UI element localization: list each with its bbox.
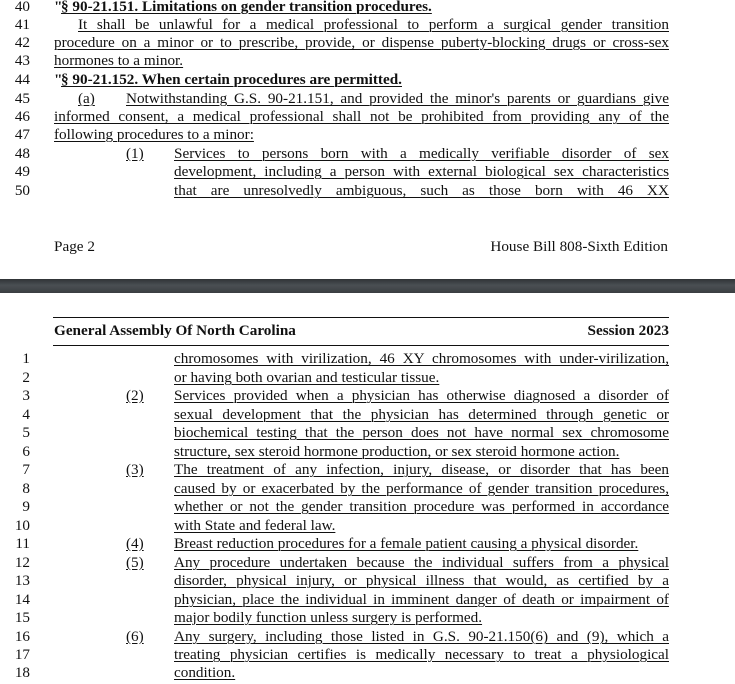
line-text: sexual development that the physician has determined through genetic or [174,406,669,423]
item-number: (5) [126,554,144,571]
line-number: 50 [14,182,30,199]
line-number: 47 [14,126,30,143]
line-text: Any surgery, including those listed in G.S. 90-21.150(6) and (9), which a [174,628,669,645]
doc-line-17 [0,646,735,664]
line-text: caused by or exacerbated by the performance of gender transition procedures, [174,480,669,497]
line-number: 14 [14,591,30,608]
page-header [53,317,669,346]
doc-line-45 [0,90,735,108]
line-number: 11 [15,535,30,552]
line-text: treating physician certifies is medically necessary to treat a physiological [174,646,669,663]
doc-line-3 [0,387,735,405]
doc-line-13 [0,572,735,590]
document-page-2 [0,0,735,279]
line-text: It shall be unlawful for a medical professional to perform a surgical gender transition [78,16,669,33]
item-number: (2) [126,387,144,404]
line-number: 4 [22,406,30,423]
doc-line-50 [0,182,735,200]
session-label: Session 2023 [587,322,669,339]
doc-line-47 [0,126,735,144]
doc-line-5 [0,424,735,442]
line-text: informed consent, a medical professional shall not be prohibited from providing any of the [54,108,669,125]
line-number: 5 [22,424,30,441]
doc-line-16 [0,628,735,646]
line-text: major bodily function unless surgery is performed. [174,609,483,626]
line-number: 43 [14,52,30,69]
doc-line-11 [0,535,735,553]
line-number: 8 [22,480,30,497]
line-text: condition. [174,664,236,681]
line-text: Breast reduction procedures for a female patient causing a physical disorder. [174,535,639,552]
page-number: Page 2 [54,238,95,255]
line-number: 9 [22,498,30,515]
line-number: 15 [14,609,30,626]
doc-line-8 [0,480,735,498]
line-text: chromosomes with virilization, 46 XY chromosomes with under-virilization, [174,350,669,367]
doc-line-7 [0,461,735,479]
doc-line-48 [0,145,735,163]
line-number: 17 [14,646,30,663]
doc-line-1 [0,350,735,368]
line-number: 49 [14,163,30,180]
doc-line-15 [0,609,735,627]
assembly-title: General Assembly Of North Carolina [54,322,296,339]
page-separator [0,279,735,293]
section-heading-90-21-152: § 90-21.152. When certain procedures are permitted. [61,71,402,88]
doc-line-49 [0,163,735,181]
line-number: 40 [14,0,30,15]
line-text: physician, place the individual in imminent danger of death or impairment of [174,591,669,608]
doc-line-43 [0,52,735,70]
line-number: 16 [14,628,30,645]
line-number: 12 [14,554,30,571]
item-number: (3) [126,461,144,478]
item-number: (4) [126,535,144,552]
doc-line-12 [0,554,735,572]
line-number: 44 [14,71,30,88]
line-number: 7 [22,461,30,478]
line-number: 41 [14,16,30,33]
doc-line-9 [0,498,735,516]
line-text: biochemical testing that the person does not have normal sex chromosome [174,424,669,441]
line-text: following procedures to a minor: [54,126,254,143]
item-number: (1) [126,145,144,162]
doc-line-2 [0,369,735,387]
line-number: 2 [22,369,30,386]
subsection-label: (a) [78,90,95,107]
line-text: structure, sex steroid hormone production, or sex steroid hormone action. [174,443,620,460]
line-text: development, including a person with external biological sex characteristics [174,163,669,180]
line-text: that are unresolvedly ambiguous, such as those born with 46 XX [174,182,669,199]
line-text: procedure on a minor or to prescribe, provide, or dispense puberty-blocking drugs or cross-sex [54,34,669,51]
line-text: whether or not the gender transition procedure was performed in accordance [174,498,669,515]
line-number: 1 [22,350,30,367]
line-text: hormones to a minor. [54,52,184,69]
line-text: or having both ovarian and testicular tissue. [174,369,440,386]
doc-line-41 [0,16,735,34]
line-number: 13 [14,572,30,589]
doc-line-42 [0,34,735,52]
line-number: 42 [14,34,30,51]
line-text: Services provided when a physician has otherwise diagnosed a disorder of [174,387,669,404]
doc-line-10 [0,517,735,535]
doc-line-4 [0,406,735,424]
doc-line-18 [0,664,735,682]
quote-mark: " [54,0,63,15]
quote-mark: " [54,71,63,88]
line-number: 18 [14,664,30,681]
bill-edition: House Bill 808-Sixth Edition [490,238,668,255]
line-number: 3 [22,387,30,404]
line-text: Any procedure undertaken because the individual suffers from a physical [174,554,669,571]
doc-line-40 [0,0,735,16]
line-number: 48 [14,145,30,162]
line-number: 46 [14,108,30,125]
line-text: Services to persons born with a medically verifiable disorder of sex [174,145,669,162]
page-footer [54,237,668,257]
line-number: 45 [14,90,30,107]
section-heading-90-21-151: § 90-21.151. Limitations on gender transition procedures. [61,0,432,15]
doc-line-46 [0,108,735,126]
line-number: 6 [22,443,30,460]
doc-line-6 [0,443,735,461]
line-text: Notwithstanding G.S. 90-21.151, and provided the minor's parents or guardians give [126,90,669,107]
line-number: 10 [14,517,30,534]
item-number: (6) [126,628,144,645]
line-text: disorder, physical injury, or physical illness that would, as certified by a [174,572,669,589]
doc-line-14 [0,591,735,609]
doc-line-44 [0,71,735,89]
line-text: with State and federal law. [174,517,336,534]
line-text: The treatment of any infection, injury, disease, or disorder that has been [174,461,669,478]
